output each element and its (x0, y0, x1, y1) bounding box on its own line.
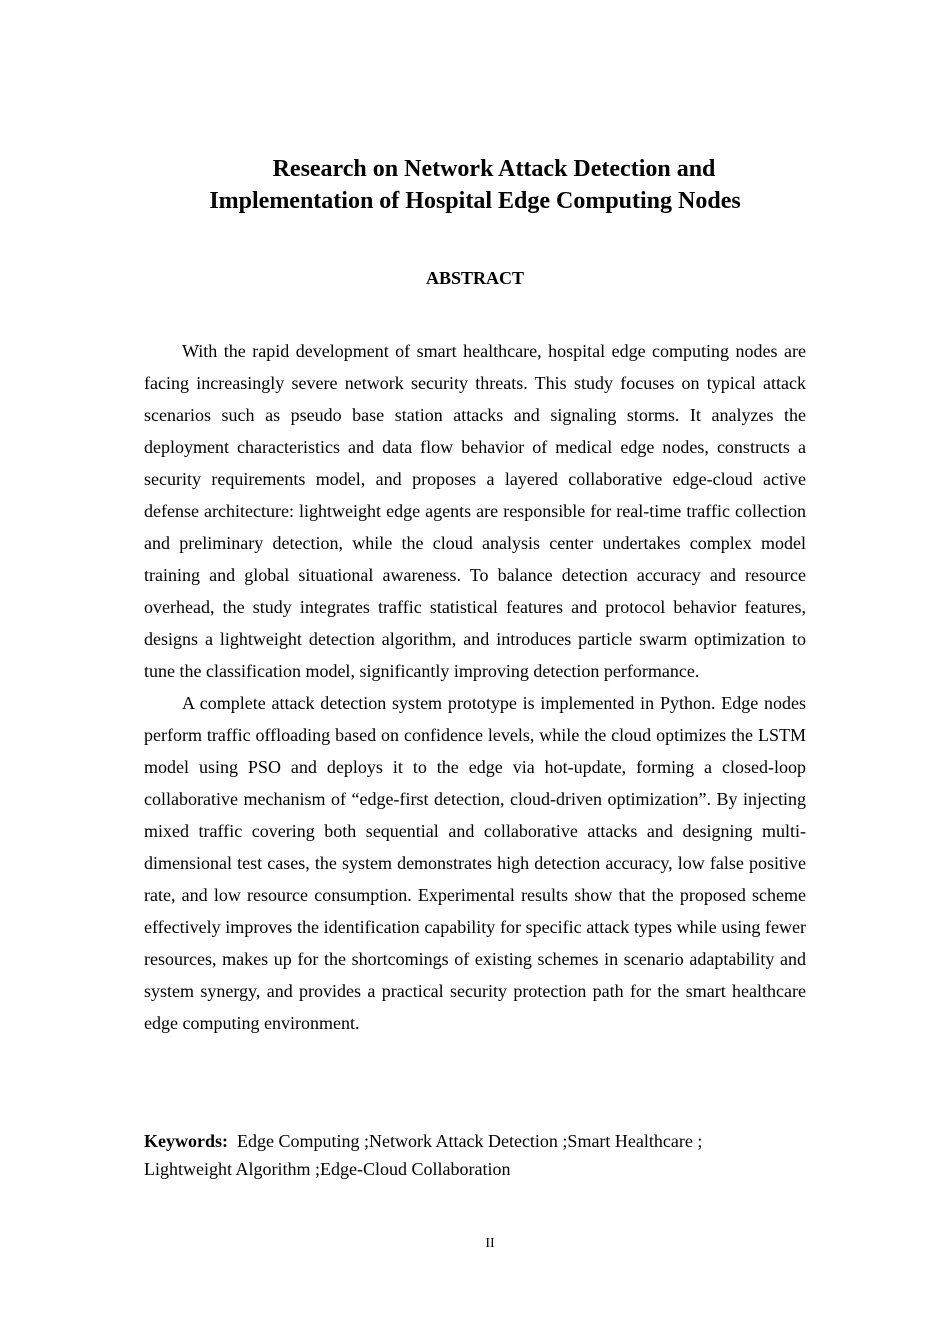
paper-title (0, 153, 950, 217)
keywords-label: Keywords: (144, 1131, 228, 1151)
page-number: II (485, 1236, 495, 1251)
keywords-section (144, 1127, 806, 1183)
paper-title-line-1: Research on Network Attack Detection and (272, 156, 716, 182)
abstract-paragraph-1: With the rapid development of smart healthcare, hospital edge computing nodes are facing increasingly severe network security threats. This study focuses on typical attack scenarios such as pseudo base station attacks and signaling storms. It analyzes the deployment characteristics and data flow behavior of medical edge nodes, constructs a security requirements model, and proposes a layered collaborative edge-cloud active defense architecture: lightweight edge agents are responsible for real-time traffic collection and preliminary detection, while the cloud analysis center undertakes complex model training and global situational awareness. To balance detection accuracy and resource overhead, the study integrates traffic statistical features and protocol behavior features, designs a lightweight detection algorithm, and introduces particle swarm optimization to tune the classification model, significantly improving detection performance. (144, 341, 806, 681)
keywords-line-2: Lightweight Algorithm ;Edge-Cloud Collaboration (144, 1159, 511, 1179)
abstract-paragraph-2: A complete attack detection system prototype is implemented in Python. Edge nodes perform traffic offloading based on confidence levels, while the cloud optimizes the LSTM model using PSO and deploys it to the edge via hot-update, forming a closed-loop collaborative mechanism of “edge-first detection, cloud-driven optimization”. By injecting mixed traffic covering both sequential and collaborative attacks and designing multi-dimensional test cases, the system demonstrates high detection accuracy, low false positive rate, and low resource consumption. Experimental results show that the proposed scheme effectively improves the identification capability for specific attack types while using fewer resources, makes up for the shortcomings of existing schemes in scenario adaptability and system synergy, and provides a practical security protection path for the smart healthcare edge computing environment. (144, 693, 806, 1033)
paper-title-line-2: Implementation of Hospital Edge Computing Nodes (209, 188, 741, 214)
abstract-heading: ABSTRACT (425, 268, 525, 288)
keywords-line-1: Edge Computing ;Network Attack Detection ;Smart Healthcare ; (237, 1131, 703, 1151)
abstract-body (144, 335, 806, 1039)
